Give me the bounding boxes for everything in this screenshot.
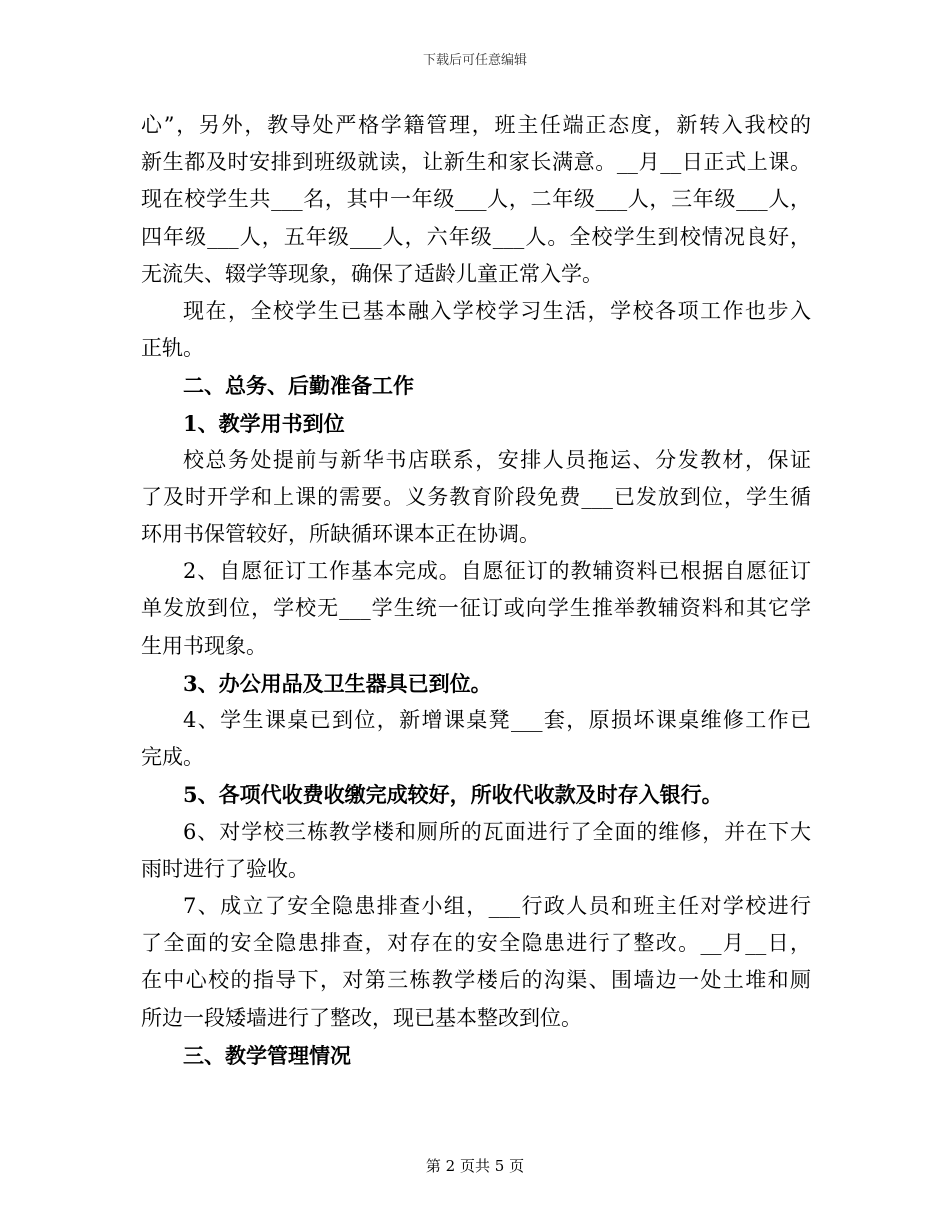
body-text-line: 所边一段矮墙进行了整改，现已基本整改到位。 — [141, 1005, 582, 1030]
body-text-line: 4、学生课桌已到位，新增课桌凳___套，原损坏课桌维修工作已 — [183, 708, 811, 732]
section-heading: 3、办公用品及卫生器具已到位。 — [183, 670, 492, 696]
body-text-line: 单发放到位，学校无___学生统一征订或向学生推举教辅资料和其它学 — [141, 596, 811, 621]
document-body — [141, 107, 811, 1074]
body-text-line: 环用书保管较好，所缺循环课本正在协调。 — [141, 522, 540, 547]
body-text-line: 6、对学校三栋教学楼和厕所的瓦面进行了全面的维修，并在下大 — [183, 819, 811, 844]
page-number: 第 2 页共 5 页 — [425, 1157, 525, 1175]
body-text-line: 在中心校的指导下，对第三栋教学楼后的沟渠、围墙边一处土堆和厕 — [141, 968, 811, 993]
page-header: 下载后可任意编辑 — [422, 53, 527, 68]
body-text-line: 无流失、辍学等现象，确保了适龄儿童正常入学。 — [141, 261, 603, 286]
section-heading: 三、教学管理情况 — [183, 1042, 351, 1068]
body-text-line: 现在校学生共___名，其中一年级___人，二年级___人，三年级___人， — [141, 187, 811, 212]
body-text-line: 现在，全校学生已基本融入学校学习生活，学校各项工作也步入 — [183, 298, 811, 323]
body-text-line: 正轨。 — [141, 336, 204, 361]
body-text-line: 完成。 — [141, 745, 204, 770]
body-text-line: 了及时开学和上课的需要。义务教育阶段免费___已发放到位，学生循 — [141, 484, 811, 509]
section-heading: 5、各项代收费收缴完成较好，所收代收款及时存入银行。 — [183, 782, 723, 808]
body-text-line: 7、成立了安全隐患排查小组，___行政人员和班主任对学校进行 — [183, 893, 811, 918]
section-heading: 二、总务、后勤准备工作 — [183, 373, 414, 399]
body-text-line: 新生都及时安排到班级就读，让新生和家长满意。__月__日正式上课。 — [141, 150, 811, 175]
body-text-line: 了全面的安全隐患排查，对存在的安全隐患进行了整改。__月__日， — [141, 931, 811, 956]
body-text-line: 心”，另外，教导处严格学籍管理，班主任端正态度，新转入我校的 — [141, 113, 811, 137]
body-text-line: 生用书现象。 — [141, 633, 267, 658]
section-heading: 1、教学用书到位 — [183, 410, 345, 436]
body-text-line: 校总务处提前与新华书店联系，安排人员拖运、分发教材，保证 — [183, 447, 811, 472]
body-text-line: 四年级___人，五年级___人，六年级___人。全校学生到校情况良好， — [141, 224, 811, 249]
body-text-line: 雨时进行了验收。 — [141, 856, 309, 881]
body-text-line: 2、自愿征订工作基本完成。自愿征订的教辅资料已根据自愿征订 — [183, 559, 811, 584]
